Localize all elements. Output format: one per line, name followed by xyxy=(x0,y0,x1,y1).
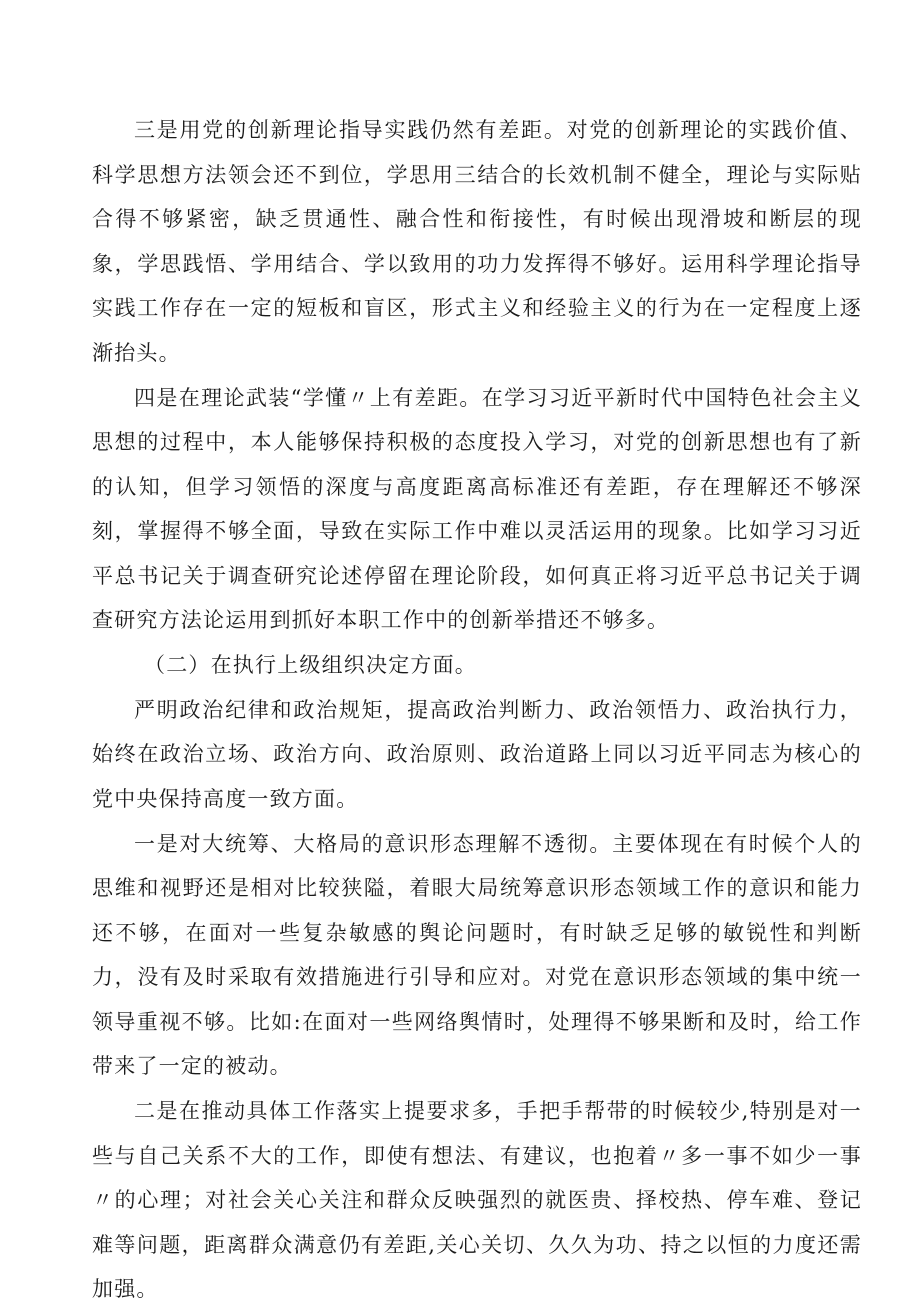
paragraph-2-work-implementation: 二是在推动具体工作落实上提要求多，手把手帮带的时候较少,特别是对一些与自己关系不大的工作，即使有想法、有建议，也抱着〃多一事不如少一事〃的心理；对社会关心关注和群众反映强烈的就医贵、择校热、停车难、登记难等问题，距离群众满意仍有差距,关心关切、久久为功、持之以恒的力度还需加强。 xyxy=(92,1099,862,1301)
section-heading-execution: （二）在执行上级组织决定方面。 xyxy=(144,653,477,677)
paragraph-political-discipline: 严明政治纪律和政治规矩，提高政治判断力、政治领悟力、政治执行力，始终在政治立场、政治方向、政治原则、政治道路上同以习近平同志为核心的党中央保持高度一致方面。 xyxy=(92,697,862,811)
document-body xyxy=(92,108,862,1312)
paragraph-1-ideology-understanding: 一是对大统筹、大格局的意识形态理解不透彻。主要体现在有时候个人的思维和视野还是相对比较狭隘，着眼大局统筹意识形态领域工作的意识和能力还不够，在面对一些复杂敏感的舆论问题时，有时缺乏足够的敏锐性和判断力，没有及时采取有效措施进行引导和应对。对党在意识形态领域的集中统一领导重视不够。比如:在面对一些网络舆情时，处理得不够果断和及时，给工作带来了一定的被动。 xyxy=(92,831,862,1078)
paragraph-4-theory-study-gap: 四是在理论武装“学懂〃上有差距。在学习习近平新时代中国特色社会主义思想的过程中，本人能够保持积极的态度投入学习，对党的创新思想也有了新的认知，但学习领悟的深度与高度距离高标准还有差距，存在理解还不够深刻，掌握得不够全面，导致在实际工作中难以灵活运用的现象。比如学习习近平总书记关于调查研究论述停留在理论阶段，如何真正将习近平总书记关于调查研究方法论运用到抓好本职工作中的创新举措还不够多。 xyxy=(92,385,862,632)
paragraph-3-theory-practice-gap: 三是用党的创新理论指导实践仍然有差距。对党的创新理论的实践价值、科学思想方法领会还不到位，学思用三结合的长效机制不健全，理论与实际贴合得不够紧密，缺乏贯通性、融合性和衔接性，有时候出现滑坡和断层的现象，学思践悟、学用结合、学以致用的功力发挥得不够好。运用科学理论指导实践工作存在一定的短板和盲区，形式主义和经验主义的行为在一定程度上逐渐抬头。 xyxy=(92,118,862,365)
